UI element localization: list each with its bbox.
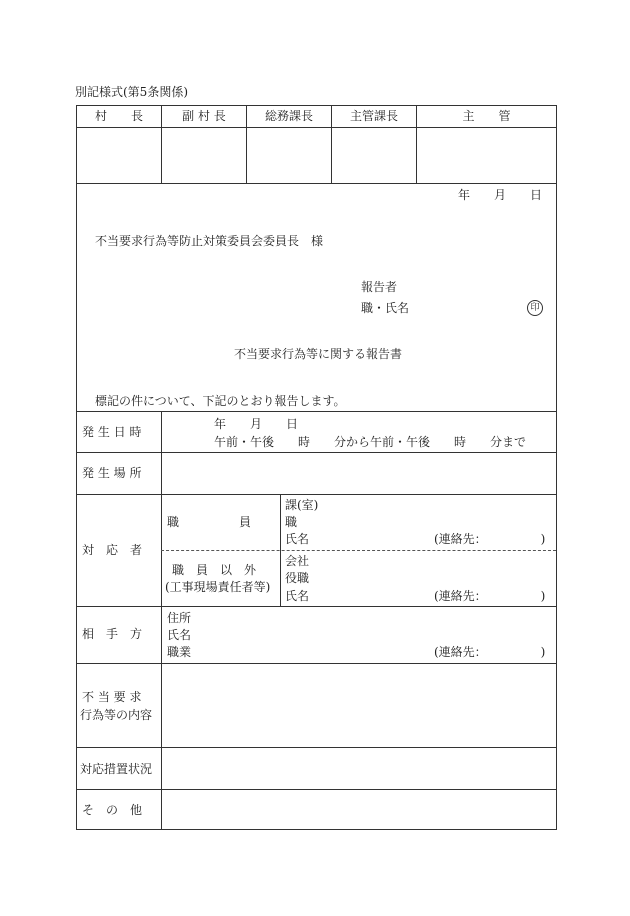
counterpart-field-name: 氏名 [167, 628, 192, 642]
label-column-line [161, 411, 162, 830]
counterpart-contact: (連絡先： ) [434, 645, 546, 659]
intro-text: 標記の件について、下記のとおり報告します。 [95, 394, 346, 408]
demand-content-label-line2: 行為等の内容 [80, 708, 153, 722]
approval-header-in-charge: 主 管 [462, 109, 511, 123]
approval-header-line [76, 127, 557, 128]
occurrence-datetime-label: 発 生 日 時 [82, 425, 142, 439]
responder-dashed-divider [161, 550, 556, 551]
measures-label: 対応措置状況 [80, 762, 153, 776]
other-label: そ の 他 [82, 803, 143, 817]
row-line [76, 747, 557, 748]
staff-field-section: 課(室) [285, 498, 319, 512]
staff-contact: (連絡先： ) [434, 532, 546, 546]
non-staff-field-title: 役職 [285, 571, 310, 585]
responder-label: 対 応 者 [82, 543, 143, 557]
responder-non-staff-label: 職 員 以 外 [172, 563, 257, 577]
row-line [76, 411, 557, 412]
form-label: 別記様式(第5条関係) [75, 85, 188, 99]
approval-header-general-affairs-chief: 総務課長 [264, 109, 313, 123]
occurrence-place-label: 発 生 場 所 [82, 466, 142, 480]
row-line [76, 452, 557, 453]
non-staff-contact: (連絡先： ) [434, 589, 546, 603]
approval-bottom-line [76, 183, 557, 184]
responder-non-staff-sublabel: (工事現場責任者等) [165, 580, 271, 594]
non-staff-field-company: 会社 [285, 554, 310, 568]
counterpart-field-occupation: 職業 [167, 645, 192, 659]
approval-header-responsible-chief: 主管課長 [349, 109, 398, 123]
frame-right-line [556, 105, 557, 830]
frame-left-line [76, 105, 77, 830]
occurrence-date-line: 年 月 日 [214, 417, 299, 431]
row-line [76, 494, 557, 495]
addressee: 不当要求行為等防止対策委員会委員長 様 [95, 234, 324, 248]
reporter-label: 報告者 [361, 280, 398, 294]
staff-field-position: 職 [285, 515, 298, 529]
reporter-position-name-label: 職・氏名 [361, 301, 410, 315]
row-line [76, 789, 557, 790]
row-line [76, 663, 557, 664]
non-staff-field-name: 氏名 [285, 589, 310, 603]
responder-staff-label: 職 員 [167, 515, 252, 529]
seal-mark: 印 [527, 300, 543, 316]
demand-content-label-line1: 不 当 要 求 [82, 690, 142, 704]
counterpart-field-address: 住所 [167, 611, 192, 625]
report-date: 年 月 日 [458, 188, 543, 202]
frame-bottom-line [76, 829, 557, 830]
approval-header-deputy-head: 副 村 長 [182, 109, 226, 123]
counterpart-label: 相 手 方 [82, 627, 143, 641]
frame-top-line [76, 105, 557, 106]
approval-header-village-head: 村 長 [94, 109, 143, 123]
occurrence-time-line: 午前・午後 時 分から午前・午後 時 分まで [214, 435, 527, 449]
staff-field-name: 氏名 [285, 532, 310, 546]
document-title: 不当要求行為等に関する報告書 [234, 347, 403, 361]
row-line [76, 606, 557, 607]
